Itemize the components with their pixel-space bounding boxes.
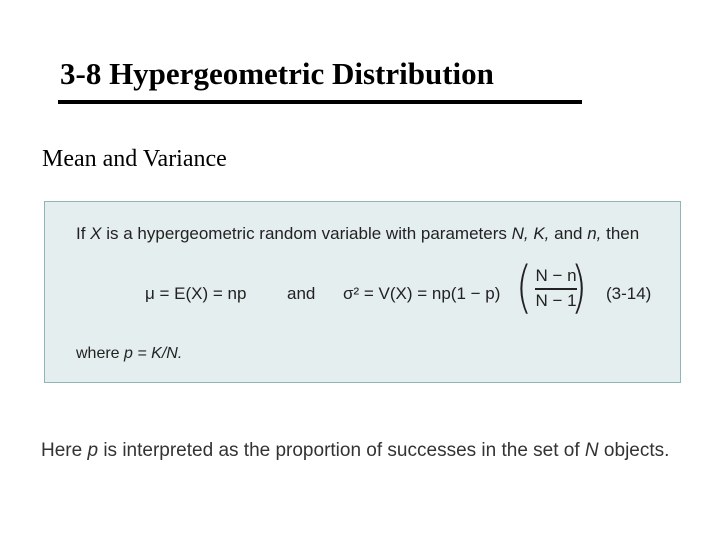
statement-middle: is a hypergeometric random variable with parameters xyxy=(101,224,512,243)
note-middle: is interpreted as the proportion of successes in the set of xyxy=(98,440,585,461)
note-suffix: objects. xyxy=(598,440,670,461)
fraction-numerator: N − n xyxy=(535,266,577,285)
definition-box xyxy=(44,201,681,383)
formula-and: and xyxy=(287,284,316,303)
variable-x: X xyxy=(90,224,102,243)
mean-formula: μ = E(X) = np xyxy=(145,284,247,303)
parameters: N, K, xyxy=(511,224,550,243)
fraction-denominator: N − 1 xyxy=(535,291,577,310)
note-n: N xyxy=(584,440,599,461)
interpretation-note xyxy=(41,440,669,462)
section-subtitle: Mean and Variance xyxy=(42,146,227,172)
where-formula: p = K/N. xyxy=(124,345,183,362)
where-text: where xyxy=(76,345,125,362)
title-underline xyxy=(58,100,582,104)
where-clause xyxy=(76,345,182,363)
statement-then: then xyxy=(601,224,640,243)
statement-prefix: If xyxy=(76,224,91,243)
left-paren: ( xyxy=(515,255,533,320)
variance-formula: σ² = V(X) = np(1 − p) xyxy=(343,284,501,303)
slide-title: 3-8 Hypergeometric Distribution xyxy=(60,56,494,91)
right-paren: ) xyxy=(570,255,588,320)
equation-number: (3-14) xyxy=(606,284,652,303)
note-prefix: Here xyxy=(41,440,88,461)
statement-and: and xyxy=(549,224,588,243)
definition-statement xyxy=(76,224,639,244)
parameter-n: n, xyxy=(587,224,602,243)
note-p: p xyxy=(87,440,99,461)
